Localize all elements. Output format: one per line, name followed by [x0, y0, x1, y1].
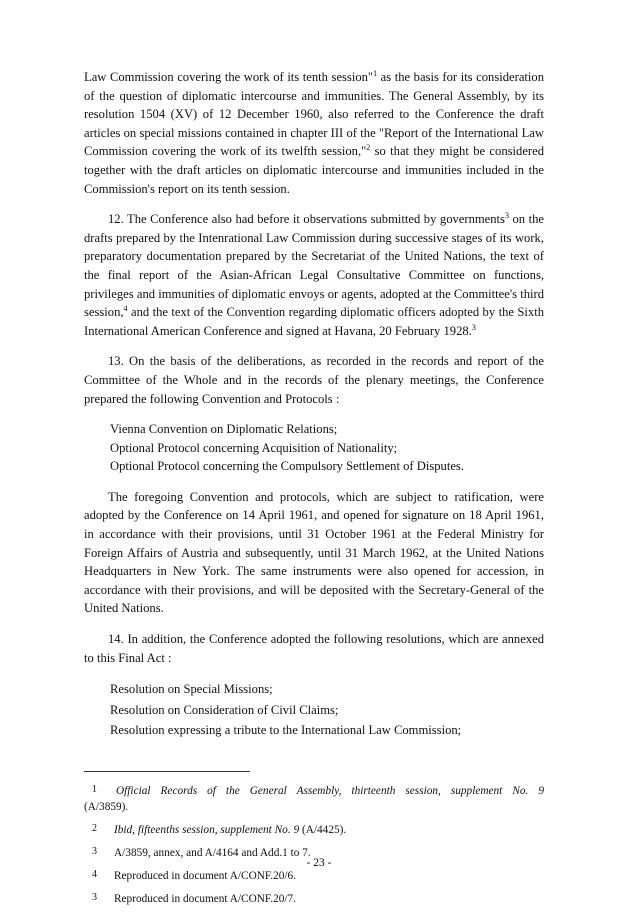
footnote-italic: Official Records of the General Assembly, thirteenth session, supplement No. 9	[116, 784, 544, 797]
footnote-number: 3	[92, 845, 97, 857]
footnote	[84, 782, 544, 815]
footnote-italic: Ibid, fifteenths session, supplement No. 9	[114, 823, 300, 836]
list-item: Vienna Convention on Diplomatic Relations;	[110, 422, 338, 437]
footnote-ref[interactable]: 3	[471, 322, 476, 332]
footnote-number: 2	[92, 822, 97, 834]
paragraph-12	[84, 210, 544, 340]
convention-list	[110, 420, 544, 476]
footnote-text: (A/3859).	[84, 800, 129, 813]
resolution-list	[110, 679, 544, 741]
paragraph-foregoing: The foregoing Convention and protocols, which are subject to ratification, were adopted by the Conference on 14 April 1961, and opened for signature on 18 April 1961, in accordance with their provisions, until 31 October 1961 at the Federal Ministry for Foreign Affairs of Austria and subsequently, until 31 March 1962, at the United Nations Headquarters in New York. The same instruments were also opened for accession, in accordance with their provisions, and will be deposited with the Secretary-General of the United Nations.	[84, 489, 544, 616]
list-item: Resolution expressing a tribute to the International Law Commission;	[110, 723, 462, 738]
paragraph-text: so that they might be considered together with the draft articles on diplomatic intercourse and immunities included in the Commission's report on its tenth session.	[84, 144, 544, 196]
document-page	[84, 68, 544, 913]
footnote	[84, 890, 544, 907]
paragraph-text: on the drafts prepared by the Intenrational Law Commission during successive stages of its work, preparatory documentation prepared by the Secretariat of the United Nations, the text of the final report of the Asian-African Legal Consultative Committee on functions, privileges and immunities of diplomatic envoys or agents, adopted at the Committee's third session,	[84, 212, 544, 320]
paragraph-13: 13. On the basis of the deliberations, as recorded in the records and report of the Committee of the Whole and in the records of the plenary meetings, the Conference prepared the following Convention and Protocols :	[84, 354, 544, 406]
paragraph-14: 14. In addition, the Conference adopted the following resolutions, which are annexed to this Final Act :	[84, 632, 544, 665]
list-item: Optional Protocol concerning the Compulsory Settlement of Disputes.	[110, 459, 464, 474]
footnote-text: Reproduced in document A/CONF.20/7.	[114, 892, 297, 905]
list-item: Resolution on Consideration of Civil Claims;	[110, 702, 339, 717]
footnote-ref[interactable]: 4	[123, 303, 128, 313]
footnote-number: 4	[92, 868, 97, 880]
paragraph-text: 12. The Conference also had before it observations submitted by governments	[108, 212, 505, 227]
footnote-ref[interactable]: 3	[504, 210, 509, 220]
page-number: - 23 -	[306, 857, 332, 869]
list-item: Resolution on Special Missions;	[110, 682, 273, 697]
list-item: Optional Protocol concerning Acquisition of Nationality;	[110, 440, 398, 455]
footnote-text: A/3859, annex, and A/4164 and Add.1 to 7.	[114, 846, 311, 859]
footnote-number: 3	[92, 891, 97, 903]
footnote	[84, 821, 544, 838]
footnote-ref[interactable]: 2	[366, 143, 371, 153]
footnote-ref[interactable]: 1	[373, 68, 378, 78]
paragraph-text: and the text of the Convention regarding diplomatic officers adopted by the Sixth International American Conference and signed at Havana, 20 February 1928.	[84, 305, 544, 338]
footnote-divider	[84, 771, 250, 772]
footnote-text: Reproduced in document A/CONF.20/6.	[114, 869, 297, 882]
footnote-number: 1	[92, 783, 97, 795]
paragraph-text: as the basis for its consideration of the question of diplomatic intercourse and immunities. The General Assembly, by its resolution 1504 (XV) of 12 December 1960, also referred to the Conference the draft articles on special missions contained in chapter III of the "Report of the International Law Commission covering the work of its twelfth session,"	[84, 70, 545, 159]
footnote-text: (A/4425).	[299, 823, 347, 836]
paragraph-text: Law Commission covering the work of its tenth session"	[84, 70, 374, 84]
footnotes	[84, 782, 544, 907]
footnote	[84, 867, 544, 884]
paragraph-continuation	[84, 68, 544, 198]
